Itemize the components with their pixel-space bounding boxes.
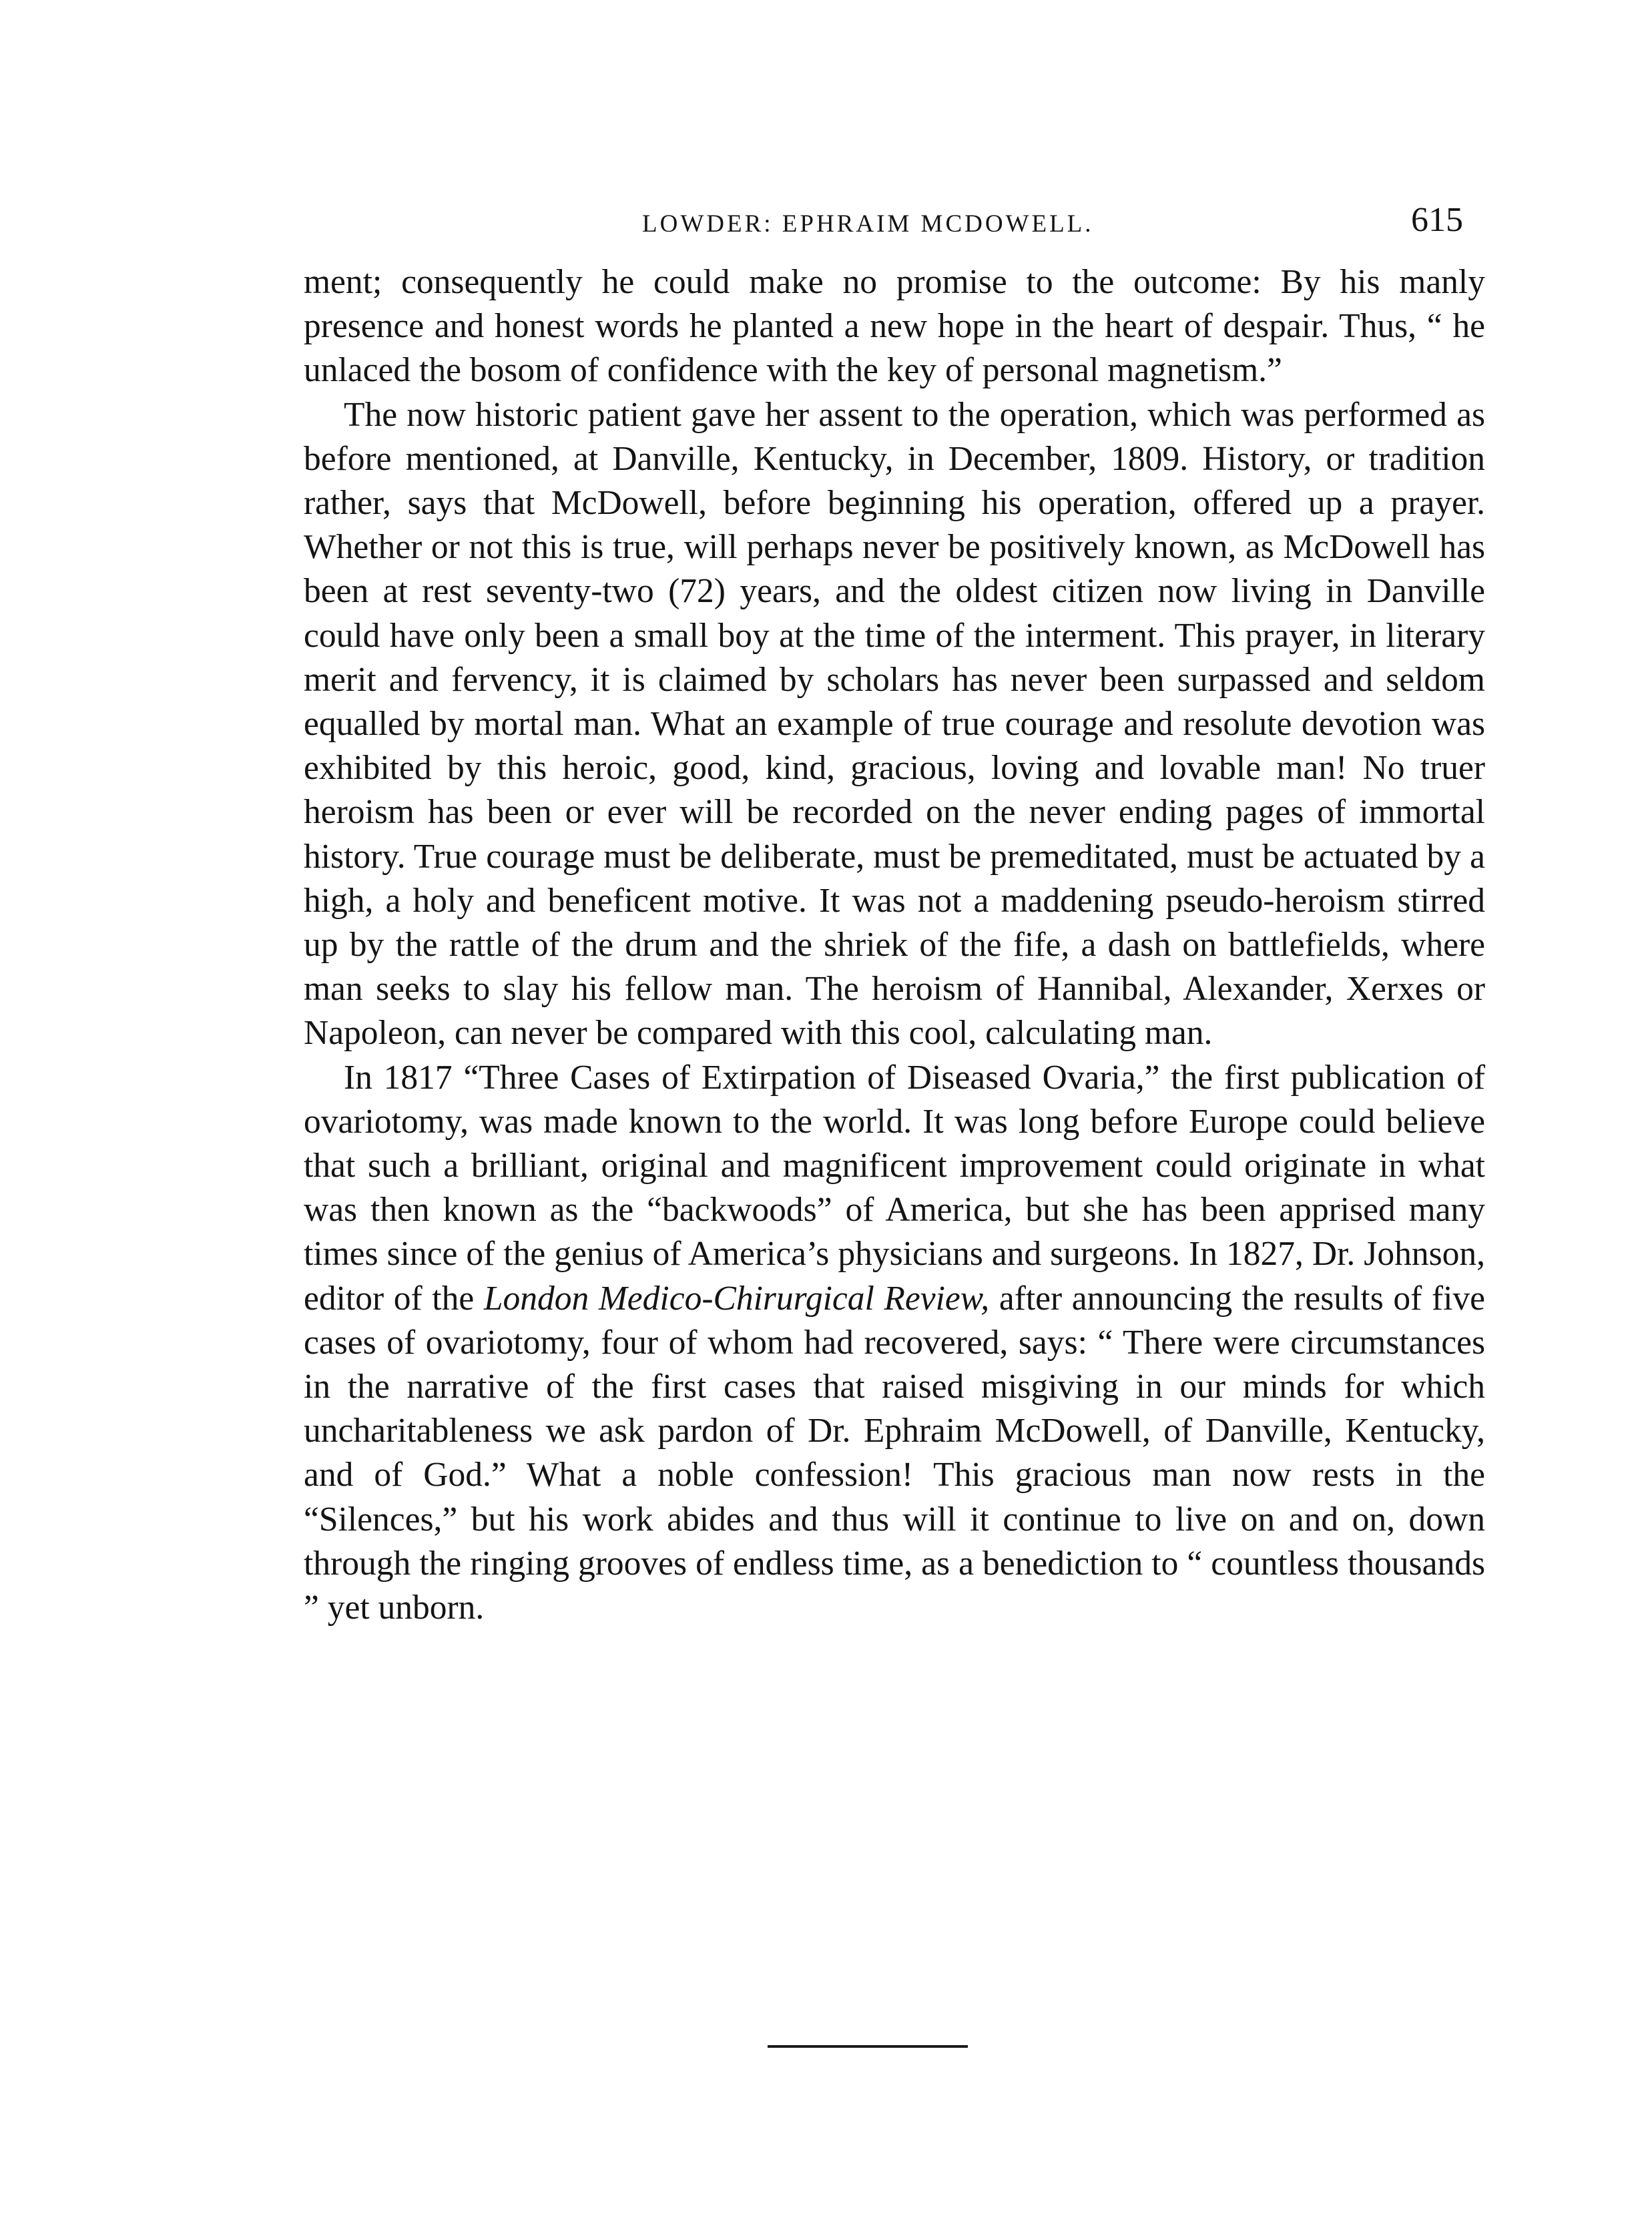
paragraph-1: ment; consequently he could make no promise to the outcome: By his manly presence and honest words he planted a new hope in the heart of despair. Thus, “ he unlaced the bosom of confidence with the key of personal magnetism.”	[304, 263, 1485, 390]
paragraph-3	[304, 1056, 1485, 1631]
running-head	[302, 200, 1470, 247]
section-end-rule	[768, 2045, 968, 2048]
body-text	[304, 260, 1485, 1630]
page-number: 615	[1411, 201, 1463, 239]
paragraph-3-text-start: In 1817 “Three Cases of Extirpation of Diseased Ovaria,” the first publication of ovariotomy, was made known to the world. It was long before Europe could believe that such a brilliant, original and magnificent improvement could originate in what was then known as the “backwoods” of America, but she has been apprised many times since of the genius of America’s physicians and surgeons. In 1827, Dr. Johnson, editor of the	[304, 1058, 1485, 1318]
running-title: LOWDER: EPHRAIM MCDOWELL.	[642, 210, 1094, 238]
paragraph-3-text-end: after announcing the results of five cases of ovariotomy, four of whom had recovered, says: “ There were circumstances in the narrative of the first cases that raised misgiving in our minds for which uncharitableness we ask pardon of Dr. Ephraim McDowell, of Danville, Kentucky, and of God.” What a noble confession! This gracious man now rests in the “Silences,” but his work abides and thus will it continue to live on and on, down through the ringing grooves of endless time, as a benediction to “ countless thousands ” yet unborn.	[304, 1279, 1485, 1627]
journal-title: London Medico-Chirurgical Review,	[483, 1279, 990, 1318]
paragraph-2: The now historic patient gave her assent to the operation, which was performed as before mentioned, at Danville, Kentucky, in December, 1809. History, or tradition rather, says that McDowell, before beginning his operation, offered up a prayer. Whether or not this is true, will perhaps never be positively known, as McDowell has been at rest seventy-two (72) years, and the oldest citizen now living in Danville could have only been a small boy at the time of the interment. This prayer, in literary merit and fervency, it is claimed by scholars has never been surpassed and seldom equalled by mortal man. What an example of true courage and resolute devotion was exhibited by this heroic, good, kind, gracious, loving and lovable man! No truer heroism has been or ever will be recorded on the never ending pages of immortal history. True courage must be deliberate, must be premeditated, must be actuated by a high, a holy and beneficent motive. It was not a maddening pseudo-heroism stirred up by the rattle of the drum and the shriek of the fife, a dash on battlefields, where man seeks to slay his fellow man. The heroism of Hannibal, Alexander, Xerxes or Napoleon, can never be compared with this cool, calculating man.	[304, 395, 1485, 1053]
